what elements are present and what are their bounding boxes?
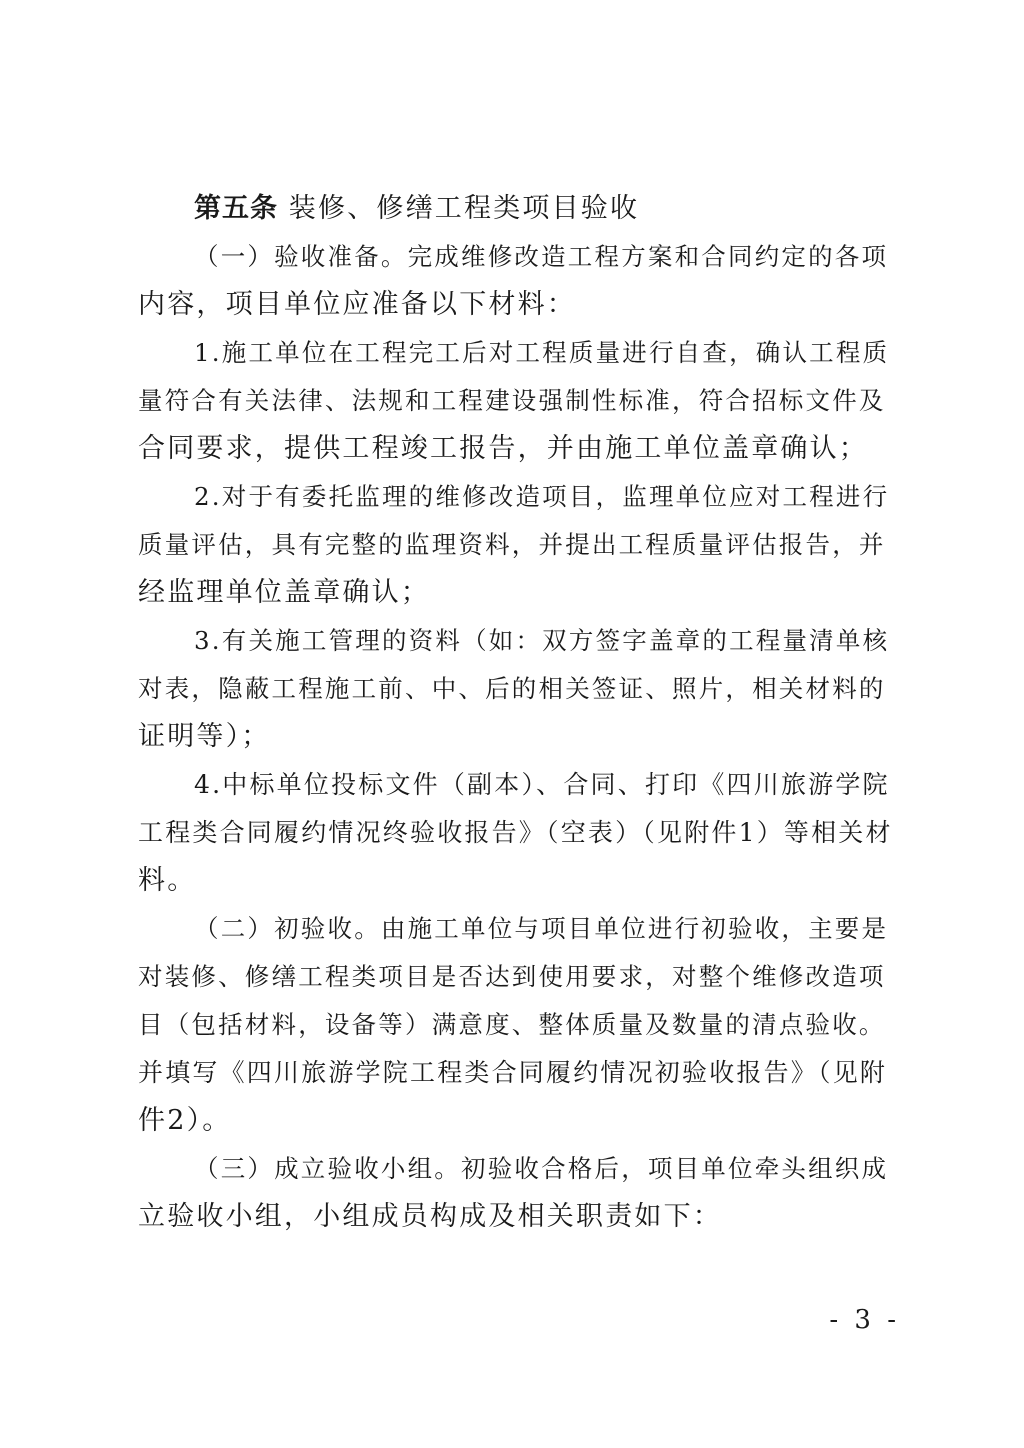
document-body <box>138 185 898 1241</box>
text-line: 证明等）； <box>138 721 271 752</box>
text-line: 量符合有关法律、法规和工程建设强制性标准，符合招标文件及 <box>138 386 886 415</box>
text-line: 料。 <box>138 865 197 896</box>
text-line: 目（包括材料，设备等）满意度、整体质量及数量的清点验收。 <box>138 1010 886 1039</box>
text-line: 1.施工单位在工程完工后对工程质量进行自查，确认工程质 <box>194 338 890 367</box>
text-line: （二）初验收。由施工单位与项目单位进行初验收，主要是 <box>194 914 889 943</box>
text-line: （一）验收准备。完成维修改造工程方案和合同约定的各项 <box>194 242 889 271</box>
text-line: 2.对于有委托监理的维修改造项目，监理单位应对工程进行 <box>194 482 890 511</box>
text-line: 3.有关施工管理的资料（如：双方签字盖章的工程量清单核 <box>194 626 890 655</box>
article-heading <box>138 185 898 233</box>
text-line: 4.中标单位投标文件（副本）、合同、打印《四川旅游学院 <box>194 770 890 799</box>
paragraph-lines <box>138 233 898 1241</box>
text-line: 合同要求，提供工程竣工报告，并由施工单位盖章确认； <box>138 433 868 464</box>
text-line: （三）成立验收小组。初验收合格后，项目单位牵头组织成 <box>194 1154 889 1183</box>
text-line: 质量评估，具有完整的监理资料，并提出工程质量评估报告，并 <box>138 530 886 559</box>
text-line: 立验收小组，小组成员构成及相关职责如下： <box>138 1201 722 1232</box>
text-line: 经监理单位盖章确认； <box>138 577 430 608</box>
text-line: 对装修、修缮工程类项目是否达到使用要求，对整个维修改造项 <box>138 962 886 991</box>
text-line: 工程类合同履约情况终验收报告》（空表）（见附件1）等相关材 <box>138 818 893 847</box>
text-line: 并填写《四川旅游学院工程类合同履约情况初验收报告》（见附 <box>138 1058 888 1087</box>
article-title: 装修、修缮工程类项目验收 <box>288 193 640 224</box>
text-line: 对表，隐蔽工程施工前、中、后的相关签证、照片，相关材料的 <box>138 674 886 703</box>
article-label: 第五条 <box>194 193 278 224</box>
text-line: 内容，项目单位应准备以下材料： <box>138 289 576 320</box>
text-line: 件2）。 <box>138 1105 232 1136</box>
page-number: - 3 - <box>829 1305 900 1335</box>
